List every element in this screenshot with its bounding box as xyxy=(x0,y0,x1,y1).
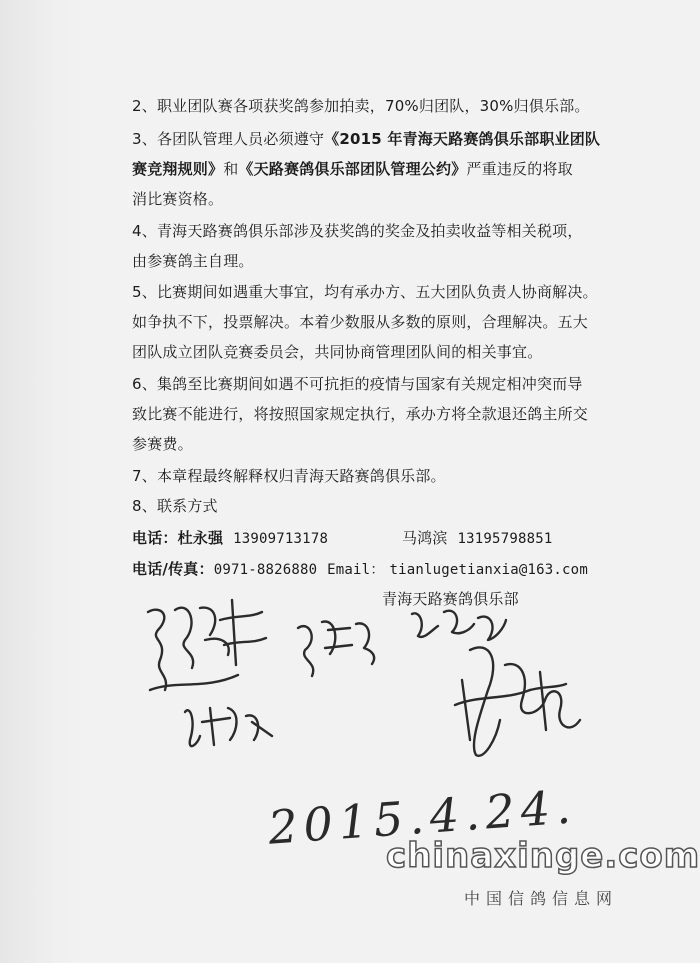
fax-label: 电话/传真： xyxy=(132,560,214,578)
item-8: 8、联系方式 xyxy=(132,497,218,515)
item-3-rule-title: 《2015 年青海天路赛鸽俱乐部职业团队 xyxy=(324,130,601,148)
phone-label: 电话： xyxy=(132,529,178,547)
person-2-name: 马鸿滨 xyxy=(402,529,448,547)
item-2: 2、职业团队赛各项获奖鸽参加拍卖，70%归团队，30%归俱乐部。 xyxy=(132,97,590,115)
signature-org: 青海天路赛鸽俱乐部 xyxy=(382,590,519,608)
item-3-line-3: 消比赛资格。 xyxy=(132,190,224,208)
watermark-site-name: 中国信鸽信息网 xyxy=(464,889,619,908)
item-3-text: 3、各团队管理人员必须遵守 xyxy=(132,130,325,148)
item-3-pact-title: 《天路赛鸽俱乐部团队管理公约》 xyxy=(238,160,467,178)
item-7: 7、本章程最终解释权归青海天路赛鸽俱乐部。 xyxy=(132,467,446,485)
item-5-line-3: 团队成立团队竞赛委员会，共同协商管理团队间的相关事宜。 xyxy=(132,343,543,361)
item-3-text-2: 严重违反的将取 xyxy=(466,160,573,178)
person-1-phone: 13909713178 xyxy=(233,531,329,547)
item-3-and: 和 xyxy=(223,160,239,178)
item-4-line-2: 由参赛鸽主自理。 xyxy=(132,252,254,270)
person-1-name: 杜永强 xyxy=(177,529,224,547)
person-2-phone: 13195798851 xyxy=(457,531,553,547)
email-label: Email： xyxy=(327,562,385,578)
fax-number: 0971-8826880 xyxy=(213,562,318,578)
item-6-line-1: 6、集鸽至比赛期间如遇不可抗拒的疫情与国家有关规定相冲突而导 xyxy=(132,375,583,393)
watermark-domain: chinaxinge.com xyxy=(386,836,700,876)
email-address: tianlugetianxia@163.com xyxy=(389,562,588,578)
handwritten-date: 2015.4.24. xyxy=(266,779,579,855)
item-5-line-2: 如争执不下，投票解决。本着少数服从多数的原则，合理解决。五大 xyxy=(132,313,589,331)
item-6-line-2: 致比赛不能进行，将按照国家规定执行，承办方将全款退还鸽主所交 xyxy=(132,405,589,423)
item-4-line-1: 4、青海天路赛鸽俱乐部涉及获奖鸽的奖金及拍卖收益等相关税项， xyxy=(132,222,583,240)
item-5-line-1: 5、比赛期间如遇重大事宜，均有承办方、五大团队负责人协商解决。 xyxy=(132,283,598,301)
item-3-rule-title-end: 赛竞翔规则》 xyxy=(132,160,224,178)
item-6-line-3: 参赛费。 xyxy=(132,435,193,453)
